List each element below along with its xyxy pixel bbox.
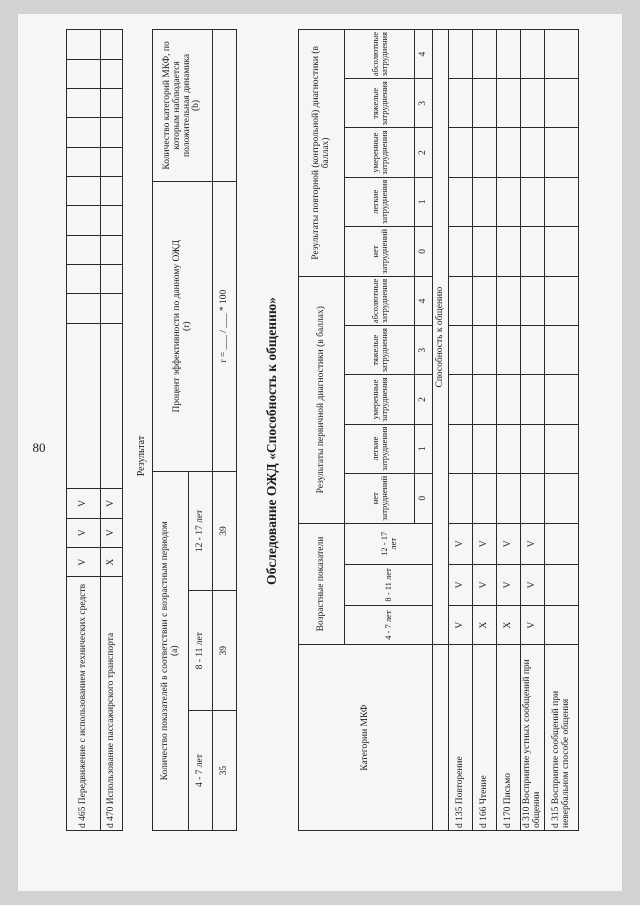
table-row (497, 30, 521, 831)
cell-mark (545, 523, 579, 564)
primary-level: нет затруднений (345, 473, 415, 523)
r-symbol: (r) (181, 321, 192, 331)
age-group-header: 4 - 7 лет (189, 711, 213, 831)
score-cell: 4 (415, 30, 433, 79)
row-label: d 135 Повторение (449, 645, 473, 831)
result-table (152, 29, 237, 831)
score-cell: 4 (415, 276, 433, 325)
score-cell: 1 (415, 177, 433, 226)
cell-mark: V (449, 606, 473, 645)
row-label: d 170 Письмо (497, 645, 521, 831)
score-cell: 0 (415, 473, 433, 523)
age-group-header: 12 - 17 лет (189, 471, 213, 591)
score-cell: 0 (415, 226, 433, 276)
cell-mark (545, 564, 579, 605)
group-row: Способность к общению (433, 30, 449, 645)
r-header: Процент эффективности по данному ОЖД (171, 239, 182, 413)
rotated-content (18, 14, 622, 891)
cell-mark: V (497, 523, 521, 564)
cell-mark: V (521, 606, 545, 645)
row-label: d 166 Чтение (473, 645, 497, 831)
table-row (67, 30, 101, 831)
age-group-header: 4 - 7 лет (345, 606, 433, 645)
row-label: d 315 Восприятие сообщений при невербальном способе общения (545, 645, 579, 831)
page-number: 80 (32, 440, 46, 455)
primary-level: тяжелые затруднения (345, 326, 415, 375)
repeat-header: Результаты повторной (контрольной) диагностики (в баллах) (299, 30, 345, 277)
primary-level: легкие затруднения (345, 424, 415, 473)
table-row (101, 30, 123, 831)
score-cell: 2 (415, 375, 433, 424)
age-group-header: 12 - 17 лет (345, 523, 433, 564)
repeat-level: нет затруднений (345, 226, 415, 276)
primary-level: умеренные затруднения (345, 375, 415, 424)
repeat-level: умеренные затруднения (345, 128, 415, 177)
section-title: Обследование ОЖД «Способность к общению» (264, 297, 279, 585)
table-row (449, 30, 473, 831)
cell-mark: V (67, 489, 101, 518)
cell-mark: X (473, 606, 497, 645)
a-symbol: (a) (169, 645, 180, 657)
primary-header: Результаты первичной диагностики (в баллах) (299, 276, 345, 523)
cell-mark: X (101, 548, 123, 577)
age-header: Возрастные показатели (299, 523, 345, 645)
cell-mark: V (449, 523, 473, 564)
cell-mark: V (67, 518, 101, 547)
age-value: 39 (213, 471, 237, 591)
cell-mark: V (521, 564, 545, 605)
cell-mark: V (67, 548, 101, 577)
row-label: d 470 Использование пассажирского транспорта (101, 577, 123, 831)
cell-mark: V (497, 564, 521, 605)
score-cell: 3 (415, 79, 433, 128)
cell-mark: V (101, 489, 123, 518)
repeat-level: абсолютные затруднения (345, 30, 415, 79)
a-header: Количество показателей в соответствии с возрастным периодом (159, 521, 170, 781)
table-row (545, 30, 579, 831)
cell-mark: V (521, 523, 545, 564)
document-page (18, 14, 622, 891)
table-row (473, 30, 497, 831)
main-table (298, 29, 579, 831)
score-cell: 1 (415, 424, 433, 473)
row-label: d 310 Восприятие устных сообщений при общении (521, 645, 545, 831)
primary-level: абсолютные затруднения (345, 276, 415, 325)
age-group-header: 8 - 11 лет (189, 591, 213, 711)
cell-mark (545, 606, 579, 645)
top-table (66, 29, 123, 831)
cell-mark: V (473, 523, 497, 564)
cell-mark: V (101, 518, 123, 547)
repeat-level: тяжелые затруднения (345, 79, 415, 128)
cell-mark: V (473, 564, 497, 605)
b-symbol: (b) (191, 99, 202, 111)
cell-mark: V (449, 564, 473, 605)
age-value: 39 (213, 591, 237, 711)
age-value: 35 (213, 711, 237, 831)
cell-mark: X (497, 606, 521, 645)
table-row (521, 30, 545, 831)
score-cell: 2 (415, 128, 433, 177)
score-cell: 3 (415, 326, 433, 375)
row-label: d 465 Передвижение с использованием технических средств (67, 577, 101, 831)
formula: r = ___ / ___ * 100 (213, 181, 237, 471)
b-header: Количество категорий МКФ, по которым наблюдается положительная динамика (161, 41, 192, 170)
category-header: Категории МКФ (299, 645, 433, 831)
repeat-level: легкие затруднения (345, 177, 415, 226)
result-label: Результат (136, 435, 147, 477)
age-group-header: 8 - 11 лет (345, 564, 433, 605)
